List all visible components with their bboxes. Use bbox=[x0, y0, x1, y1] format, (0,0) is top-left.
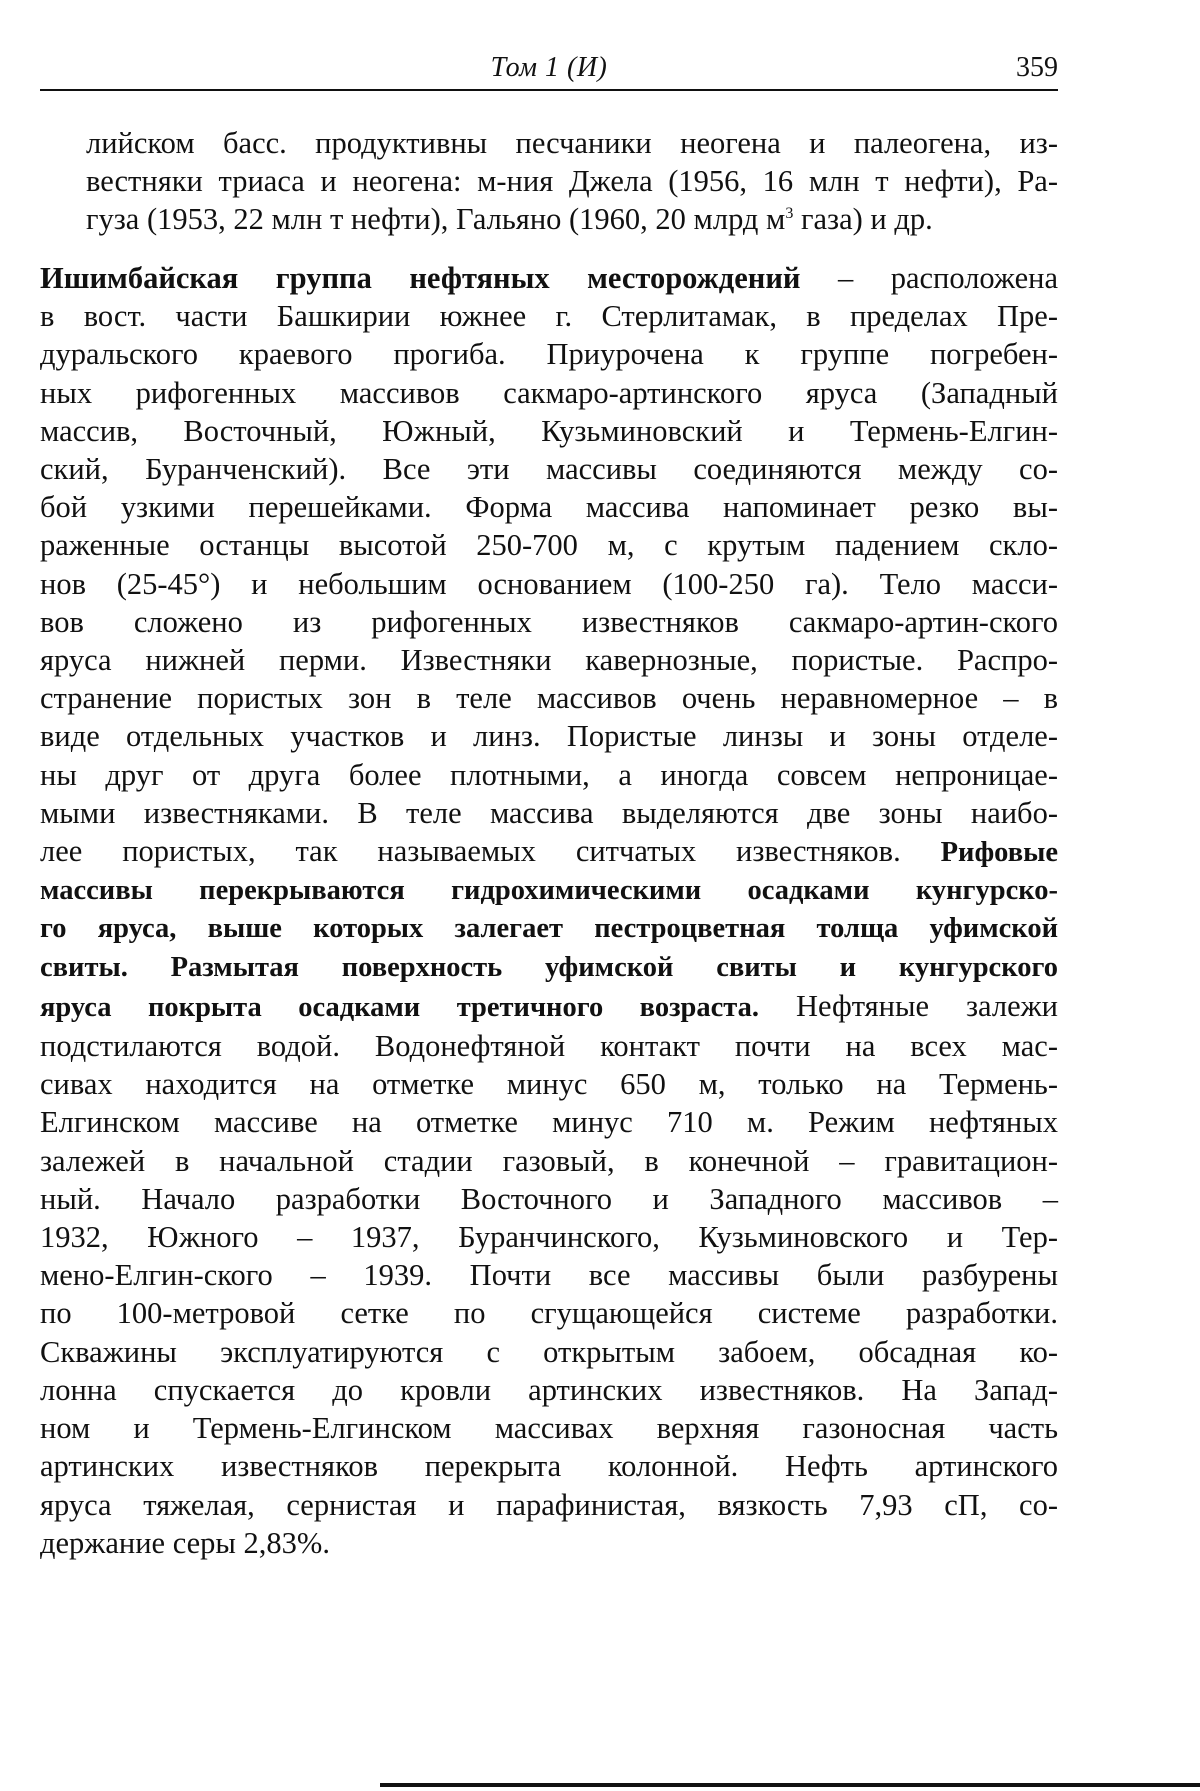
text-line: Елгинском массиве на отметке минус 710 м. Режим нефтяных bbox=[40, 1105, 1058, 1140]
text-line: залежей в начальной стадии газовый, в конечной – гравитацион- bbox=[40, 1143, 1058, 1178]
text-span: лее пористых, так называемых ситчатых известняков. bbox=[40, 834, 941, 869]
text-line: вестняки триаса и неогена: м-ния Джела (1956, 16 млн т нефти), Ра- bbox=[86, 164, 1058, 199]
scan-edge-rule bbox=[380, 1783, 1200, 1787]
text-line: мыми известняками. В теле массива выделяются две зоны наибо- bbox=[40, 795, 1058, 830]
text-line: виде отдельных участков и линз. Пористые линзы и зоны отделе- bbox=[40, 719, 1058, 754]
text-span: Нефтяные залежи bbox=[759, 988, 1058, 1023]
text-line: нов (25-45°) и небольшим основанием (100-250 га). Тело масси- bbox=[40, 566, 1058, 601]
header-rule bbox=[40, 89, 1058, 91]
text-line: по 100-метровой сетке по сгущающейся системе разработки. bbox=[40, 1296, 1058, 1331]
text-line: бой узкими перешейками. Форма массива напоминает резко вы- bbox=[40, 490, 1058, 525]
text-line: яруса нижней перми. Известняки кавернозные, пористые. Распро- bbox=[40, 643, 1058, 678]
bold-text: Рифовые bbox=[940, 837, 1058, 869]
continuation-paragraph bbox=[86, 124, 1058, 239]
running-header bbox=[40, 52, 1058, 92]
text-line: ный. Начало разработки Восточного и Западного массивов – bbox=[40, 1181, 1058, 1216]
volume-title: Том 1 (И) bbox=[490, 52, 608, 83]
text-line: ны друг от друга более плотными, а иногда совсем непроницае- bbox=[40, 757, 1058, 792]
text-line: подстилаются водой. Водонефтяной контакт почти на всех мас- bbox=[40, 1029, 1058, 1064]
entry-term: Ишимбайская группа нефтяных месторождений bbox=[40, 261, 801, 295]
text-span: – расположена bbox=[800, 261, 1058, 295]
text-line bbox=[40, 987, 1058, 1027]
text-line: в вост. части Башкирии южнее г. Стерлитамак, в пределах Пре- bbox=[40, 299, 1058, 334]
text-line: ных рифогенных массивов сакмаро-артинского яруса (Западный bbox=[40, 375, 1058, 410]
text-line: артинских известняков перекрыта колонной. Нефть артинского bbox=[40, 1449, 1058, 1484]
text-line: лийском басс. продуктивны песчаники неогена и палеогена, из- bbox=[86, 126, 1058, 160]
text-line: дуральского краевого прогиба. Приурочена к группе погребен- bbox=[40, 337, 1058, 372]
page-number: 359 bbox=[1016, 52, 1058, 83]
text-line: странение пористых зон в теле массивов очень неравномерное – в bbox=[40, 681, 1058, 716]
text-line: раженные останцы высотой 250-700 м, с крутым падением скло- bbox=[40, 528, 1058, 563]
text-line: лонна спускается до кровли артинских известняков. На Запад- bbox=[40, 1372, 1058, 1407]
bold-line: го яруса, выше которых залегает пестроцветная толща уфимской bbox=[40, 913, 1058, 945]
text-line: яруса тяжелая, сернистая и парафинистая, вязкость 7,93 сП, со- bbox=[40, 1487, 1058, 1522]
text-line: держание серы 2,83%. bbox=[40, 1525, 330, 1560]
text-line bbox=[86, 200, 1058, 238]
bold-line: массивы перекрываются гидрохимическими осадками кунгурско- bbox=[40, 875, 1058, 907]
text-line: сивах находится на отметке минус 650 м, только на Термень- bbox=[40, 1067, 1058, 1102]
text-line bbox=[40, 832, 1058, 872]
bold-line: свиты. Размытая поверхность уфимской свиты и кунгурского bbox=[40, 951, 1058, 983]
superscript: 3 bbox=[785, 205, 794, 223]
text-line: массив, Восточный, Южный, Кузьминовский и Термень-Елгин- bbox=[40, 413, 1058, 448]
entry-paragraph bbox=[40, 259, 1058, 1562]
text-line: 1932, Южного – 1937, Буранчинского, Кузьминовского и Тер- bbox=[40, 1220, 1058, 1255]
text-span: гуза (1953, 22 млн т нефти), Гальяно (1960, 20 млрд м bbox=[86, 202, 786, 237]
text-line: ном и Термень-Елгинском массивах верхняя газоносная часть bbox=[40, 1411, 1058, 1446]
bold-text: яруса покрыта осадками третичного возраста. bbox=[40, 991, 760, 1023]
text-line: Скважины эксплуатируются с открытым забоем, обсадная ко- bbox=[40, 1334, 1058, 1369]
text-line: мено-Елгин-ского – 1939. Почти все массивы были разбурены bbox=[40, 1258, 1058, 1293]
entry-first-line bbox=[40, 259, 1058, 297]
dictionary-entry bbox=[40, 259, 1058, 1562]
text-span: газа) и др. bbox=[793, 202, 933, 237]
text-line: вов сложено из рифогенных известняков сакмаро-артин-ского bbox=[40, 604, 1058, 639]
text-line: ский, Буранченский). Все эти массивы соединяются между со- bbox=[40, 452, 1058, 487]
